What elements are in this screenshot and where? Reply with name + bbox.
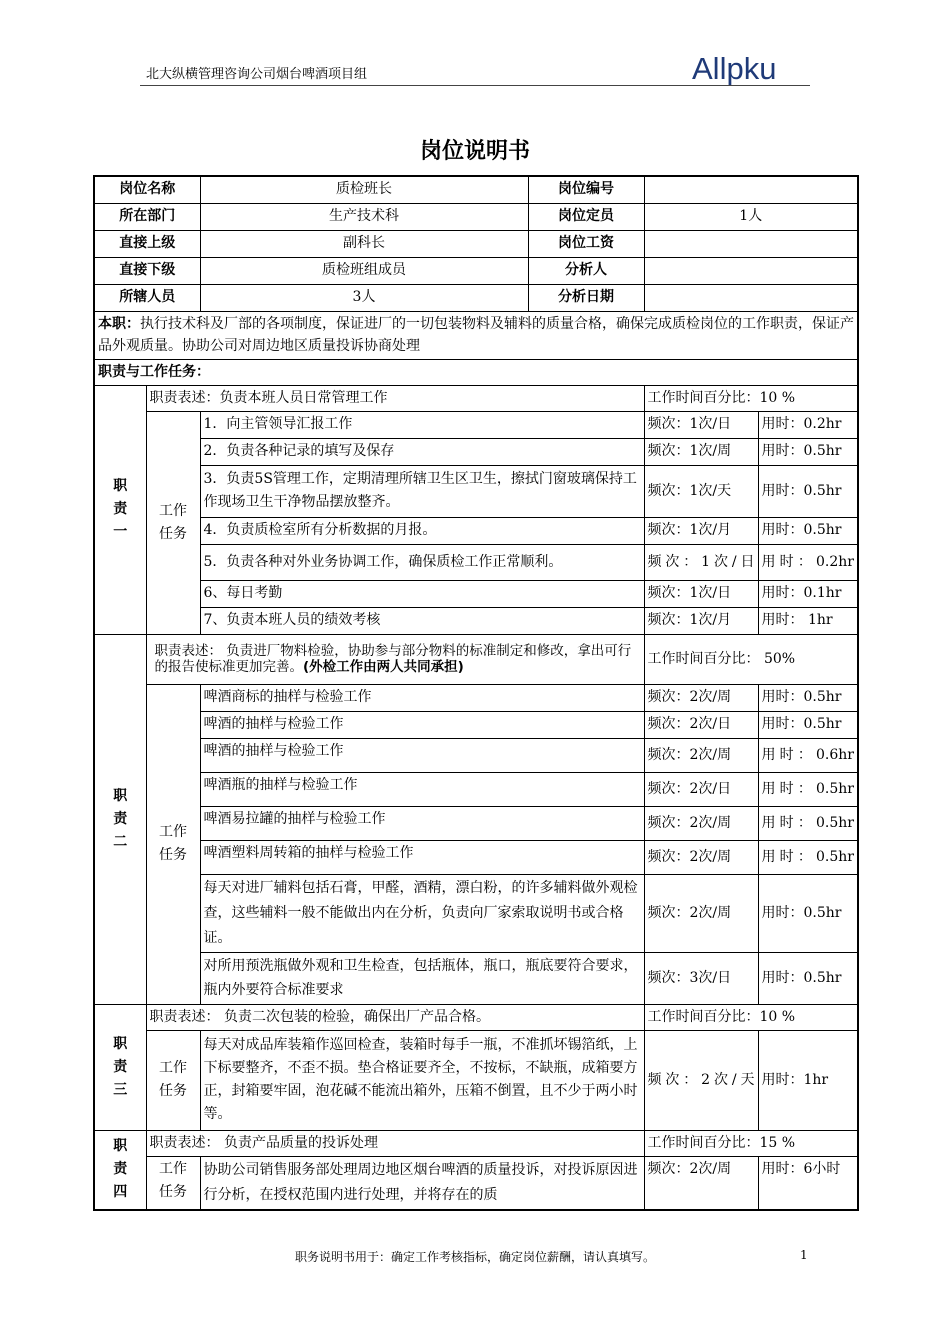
task-time: 用时：6小时 bbox=[758, 1156, 858, 1210]
duty-2-time-percent: 工作时间百分比： 50% bbox=[644, 634, 858, 684]
task-frequency: 频次：2次/日 bbox=[644, 772, 758, 806]
task-row bbox=[94, 738, 858, 772]
duty-3-name-text: 职责三 bbox=[113, 1035, 128, 1098]
task-text: 啤酒瓶的抽样与检验工作 bbox=[200, 772, 644, 806]
info-row bbox=[94, 203, 858, 230]
duty-2-description bbox=[146, 634, 644, 684]
superior-value: 副科长 bbox=[200, 230, 528, 257]
task-text: 3．负责5S管理工作，定期清理所辖卫生区卫生，擦拭门窗玻璃保持工作现场卫生干净物品摆放整齐。 bbox=[200, 465, 644, 517]
logo bbox=[692, 51, 776, 85]
task-time: 用时：0.5hr bbox=[758, 517, 858, 544]
task-frequency: 频次：1次/月 bbox=[644, 517, 758, 544]
page-cut-off bbox=[0, 1213, 950, 1243]
duty-1-task-label bbox=[146, 411, 200, 634]
duty-2-name-text: 职责二 bbox=[113, 787, 128, 850]
header-rule bbox=[140, 85, 810, 86]
task-time: 用时：0.5hr bbox=[758, 806, 858, 840]
task-text: 啤酒塑料周转箱的抽样与检验工作 bbox=[200, 840, 644, 874]
task-text: 啤酒的抽样与检验工作 bbox=[200, 738, 644, 772]
position-code-label: 岗位编号 bbox=[528, 176, 644, 203]
task-time: 用时：0.5hr bbox=[758, 874, 858, 952]
position-name-value: 质检班长 bbox=[200, 176, 528, 203]
duty-1-time-percent: 工作时间百分比：10 % bbox=[644, 385, 858, 411]
task-text: 协助公司销售服务部处理周边地区烟台啤酒的质量投诉，对投诉原因进行分析，在授权范围内进行处理，并将存在的质 bbox=[200, 1156, 644, 1210]
task-row bbox=[94, 411, 858, 438]
duty-4-description: 职责表述： 负责产品质量的投诉处理 bbox=[146, 1130, 644, 1156]
department-value: 生产技术科 bbox=[200, 203, 528, 230]
task-time: 用时：0.5hr bbox=[758, 952, 858, 1004]
task-row bbox=[94, 465, 858, 517]
duty-1-name-text: 职责一 bbox=[113, 478, 128, 540]
task-frequency: 频次：2次/天 bbox=[644, 1030, 758, 1130]
analyst-label: 分析人 bbox=[528, 257, 644, 284]
staff-count-label: 所辖人员 bbox=[94, 284, 200, 311]
task-row bbox=[94, 580, 858, 607]
task-text: 5．负责各种对外业务协调工作，确保质检工作正常顺利。 bbox=[200, 544, 644, 580]
task-text: 每天对成品库装箱作巡回检查，装箱时每手一瓶，不准抓坏锡箔纸，上下标要整齐，不歪不损。垫合格证要齐全，不按标，不缺瓶，成箱要方正，封箱要牢固，泡花碱不能流出箱外，压箱不倒置，且不少于两小时等。 bbox=[200, 1030, 644, 1130]
task-frequency: 频次：2次/周 bbox=[644, 684, 758, 711]
task-row bbox=[94, 544, 858, 580]
duty-row bbox=[94, 1004, 858, 1030]
info-row bbox=[94, 257, 858, 284]
duty-summary-text: 执行技术科及厂部的各项制度，保证进厂的一切包装物料及辅料的质量合格，确保完成质检岗位的工作职责，保证产品外观质量。协助公司对周边地区质量投诉协商处理 bbox=[98, 316, 854, 354]
responsibilities-header: 职责与工作任务： bbox=[94, 359, 858, 385]
duty-2-task-label bbox=[146, 684, 200, 1004]
task-frequency: 频次：2次/周 bbox=[644, 738, 758, 772]
task-time: 用时：0.5hr bbox=[758, 772, 858, 806]
task-time: 用时：0.5hr bbox=[758, 840, 858, 874]
duty-3-description: 职责表述： 负责二次包装的检验，确保出厂产品合格。 bbox=[146, 1004, 644, 1030]
job-description-table bbox=[93, 175, 859, 1211]
salary-label: 岗位工资 bbox=[528, 230, 644, 257]
analysis-date-label: 分析日期 bbox=[528, 284, 644, 311]
task-text: 2．负责各种记录的填写及保存 bbox=[200, 438, 644, 465]
task-time: 用时：0.5hr bbox=[758, 711, 858, 738]
task-time: 用时：1hr bbox=[758, 1030, 858, 1130]
info-row bbox=[94, 230, 858, 257]
task-text: 对所用预洗瓶做外观和卫生检查，包括瓶体，瓶口，瓶底要符合要求，瓶内外要符合标准要求 bbox=[200, 952, 644, 1004]
task-label-text: 工作任务 bbox=[159, 502, 187, 542]
task-time: 用时：0.6hr bbox=[758, 738, 858, 772]
task-frequency: 频次：2次/周 bbox=[644, 806, 758, 840]
task-label-text: 工作任务 bbox=[159, 824, 187, 863]
task-row bbox=[94, 806, 858, 840]
position-code-value bbox=[644, 176, 858, 203]
task-text: 4．负责质检室所有分析数据的月报。 bbox=[200, 517, 644, 544]
superior-label: 直接上级 bbox=[94, 230, 200, 257]
task-row bbox=[94, 517, 858, 544]
subordinate-value: 质检班组成员 bbox=[200, 257, 528, 284]
task-frequency: 频次：1次/日 bbox=[644, 544, 758, 580]
footer-note: 职务说明书用于：确定工作考核指标，确定岗位薪酬，请认真填写。 bbox=[294, 1250, 655, 1264]
task-time: 用时：0.2hr bbox=[758, 411, 858, 438]
task-row bbox=[94, 952, 858, 1004]
task-row bbox=[94, 711, 858, 738]
duty-4-time-percent: 工作时间百分比：15 % bbox=[644, 1130, 858, 1156]
duty-4-name bbox=[94, 1130, 146, 1210]
task-row bbox=[94, 1156, 858, 1210]
task-row bbox=[94, 840, 858, 874]
duty-row bbox=[94, 385, 858, 411]
subordinate-label: 直接下级 bbox=[94, 257, 200, 284]
task-frequency: 频次：1次/天 bbox=[644, 465, 758, 517]
task-row bbox=[94, 772, 858, 806]
task-frequency: 频次：2次/周 bbox=[644, 1156, 758, 1210]
duty-3-task-label bbox=[146, 1030, 200, 1130]
task-text: 6、每日考勤 bbox=[200, 580, 644, 607]
duty-row bbox=[94, 1130, 858, 1156]
duty-summary-row bbox=[94, 311, 858, 359]
task-frequency: 频次：2次/日 bbox=[644, 711, 758, 738]
task-label-text: 工作任务 bbox=[159, 1060, 187, 1099]
task-frequency: 频次：2次/周 bbox=[644, 840, 758, 874]
analysis-date-value bbox=[644, 284, 858, 311]
duty-summary-label: 本职： bbox=[98, 316, 140, 332]
task-frequency: 频次：2次/周 bbox=[644, 874, 758, 952]
logo-text: Allpku bbox=[692, 51, 777, 86]
page-number: 1 bbox=[800, 1248, 808, 1262]
header-left-text: 北大纵横管理咨询公司烟台啤酒项目组 bbox=[146, 67, 368, 82]
info-row bbox=[94, 176, 858, 203]
task-label-text: 工作任务 bbox=[159, 1160, 187, 1200]
duty-summary bbox=[94, 311, 858, 359]
page-title: 岗位说明书 bbox=[419, 139, 530, 164]
analyst-value bbox=[644, 257, 858, 284]
task-frequency: 频次：1次/周 bbox=[644, 438, 758, 465]
task-time: 用时：0.1hr bbox=[758, 580, 858, 607]
task-frequency: 频次：1次/日 bbox=[644, 580, 758, 607]
task-time: 用时：0.2hr bbox=[758, 544, 858, 580]
duty-2-description-bold: (外检工作由两人共同承担) bbox=[303, 659, 464, 675]
task-frequency: 频次：1次/日 bbox=[644, 411, 758, 438]
task-text: 啤酒的抽样与检验工作 bbox=[200, 711, 644, 738]
task-row bbox=[94, 874, 858, 952]
task-text: 7、负责本班人员的绩效考核 bbox=[200, 607, 644, 634]
task-row bbox=[94, 607, 858, 634]
task-row bbox=[94, 684, 858, 711]
duty-4-name-text: 职责四 bbox=[113, 1138, 128, 1200]
responsibilities-header-row bbox=[94, 359, 858, 385]
duty-2-name bbox=[94, 634, 146, 1004]
task-text: 每天对进厂辅料包括石膏，甲醛，酒精，漂白粉，的许多辅料做外观检查，这些辅料一般不能做出内在分析，负责向厂家索取说明书或合格证。 bbox=[200, 874, 644, 952]
duty-2-description-text: 职责表述： 负责进厂物料检验，协助参与部分物料的标准制定和修改，拿出可行的报告使标准更加完善。 bbox=[154, 643, 632, 675]
task-row bbox=[94, 1030, 858, 1130]
task-time: 用时： 1hr bbox=[758, 607, 858, 634]
department-label: 所在部门 bbox=[94, 203, 200, 230]
task-time: 用时：0.5hr bbox=[758, 465, 858, 517]
headcount-label: 岗位定员 bbox=[528, 203, 644, 230]
task-frequency: 频次：3次/日 bbox=[644, 952, 758, 1004]
task-time: 用时：0.5hr bbox=[758, 684, 858, 711]
duty-1-description: 职责表述：负责本班人员日常管理工作 bbox=[146, 385, 644, 411]
info-row bbox=[94, 284, 858, 311]
duty-4-task-label bbox=[146, 1156, 200, 1210]
headcount-value: 1人 bbox=[644, 203, 858, 230]
staff-count-value: 3人 bbox=[200, 284, 528, 311]
duty-3-time-percent: 工作时间百分比：10 % bbox=[644, 1004, 858, 1030]
task-row bbox=[94, 438, 858, 465]
task-text: 1．向主管领导汇报工作 bbox=[200, 411, 644, 438]
duty-1-name bbox=[94, 385, 146, 634]
duty-3-name bbox=[94, 1004, 146, 1130]
duty-row bbox=[94, 634, 858, 684]
task-text: 啤酒易拉罐的抽样与检验工作 bbox=[200, 806, 644, 840]
position-name-label: 岗位名称 bbox=[94, 176, 200, 203]
task-frequency: 频次：1次/月 bbox=[644, 607, 758, 634]
salary-value bbox=[644, 230, 858, 257]
task-time: 用时：0.5hr bbox=[758, 438, 858, 465]
task-text: 啤酒商标的抽样与检验工作 bbox=[200, 684, 644, 711]
